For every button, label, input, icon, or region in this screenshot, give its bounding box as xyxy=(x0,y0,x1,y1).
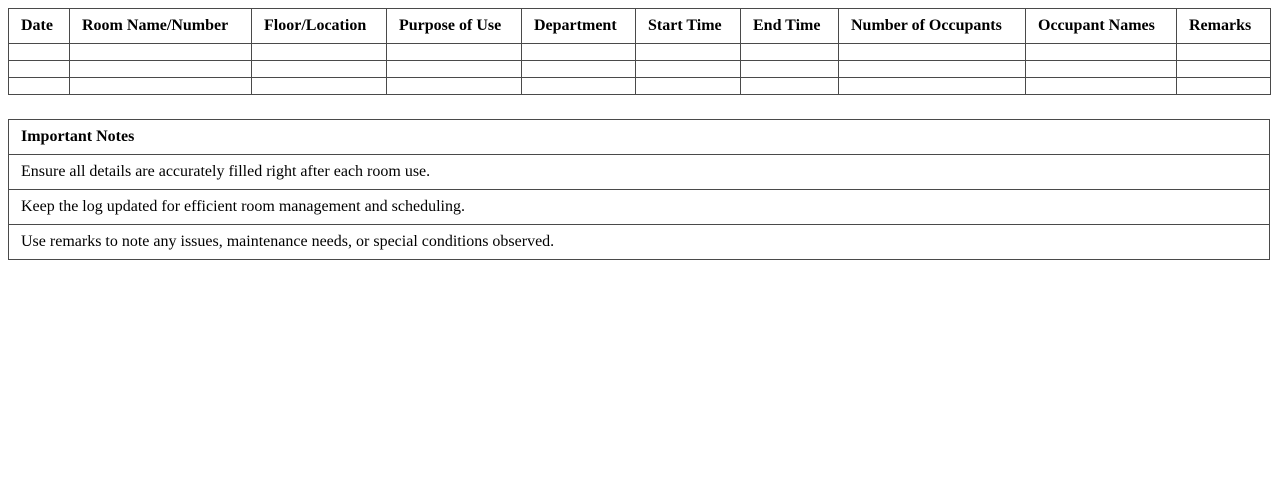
notes-header-row xyxy=(9,120,1270,155)
column-header-remarks: Remarks xyxy=(1177,9,1271,44)
column-header-date: Date xyxy=(9,9,70,44)
important-notes-table xyxy=(8,119,1270,260)
table-cell xyxy=(839,61,1026,78)
table-cell xyxy=(1177,78,1271,95)
column-header-number-of-occupants: Number of Occupants xyxy=(839,9,1026,44)
table-cell xyxy=(1177,61,1271,78)
room-usage-log-table xyxy=(8,8,1271,95)
note-item: Keep the log updated for efficient room management and scheduling. xyxy=(9,190,1270,225)
table-cell xyxy=(1026,61,1177,78)
table-cell xyxy=(522,78,636,95)
table-row xyxy=(9,78,1271,95)
table-cell xyxy=(741,44,839,61)
note-row xyxy=(9,190,1270,225)
column-header-room-name-number: Room Name/Number xyxy=(70,9,252,44)
table-cell xyxy=(741,78,839,95)
column-header-floor-location: Floor/Location xyxy=(252,9,387,44)
table-cell xyxy=(636,44,741,61)
table-row xyxy=(9,44,1271,61)
table-row xyxy=(9,61,1271,78)
table-cell xyxy=(387,44,522,61)
note-row xyxy=(9,225,1270,260)
table-cell xyxy=(70,44,252,61)
table-cell xyxy=(387,61,522,78)
table-cell xyxy=(9,78,70,95)
table-cell xyxy=(70,61,252,78)
note-item: Ensure all details are accurately filled right after each room use. xyxy=(9,155,1270,190)
table-cell xyxy=(522,44,636,61)
table-cell xyxy=(839,44,1026,61)
table-cell xyxy=(636,61,741,78)
note-item: Use remarks to note any issues, maintenance needs, or special conditions observed. xyxy=(9,225,1270,260)
table-cell xyxy=(636,78,741,95)
table-cell xyxy=(1177,44,1271,61)
table-cell xyxy=(522,61,636,78)
table-cell xyxy=(387,78,522,95)
notes-title: Important Notes xyxy=(9,120,1270,155)
table-cell xyxy=(70,78,252,95)
table-cell xyxy=(252,44,387,61)
column-header-start-time: Start Time xyxy=(636,9,741,44)
table-cell xyxy=(839,78,1026,95)
column-header-occupant-names: Occupant Names xyxy=(1026,9,1177,44)
table-cell xyxy=(1026,78,1177,95)
table-cell xyxy=(9,44,70,61)
table-cell xyxy=(252,61,387,78)
note-row xyxy=(9,155,1270,190)
table-cell xyxy=(741,61,839,78)
table-header-row xyxy=(9,9,1271,44)
column-header-end-time: End Time xyxy=(741,9,839,44)
column-header-department: Department xyxy=(522,9,636,44)
table-cell xyxy=(252,78,387,95)
table-cell xyxy=(9,61,70,78)
column-header-purpose-of-use: Purpose of Use xyxy=(387,9,522,44)
table-cell xyxy=(1026,44,1177,61)
